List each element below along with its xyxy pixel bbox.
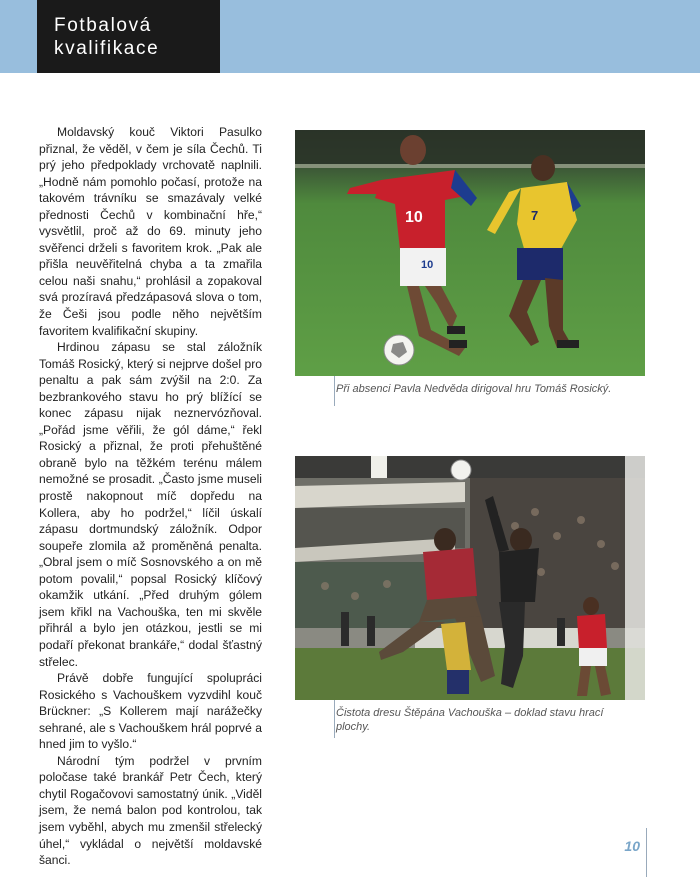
shorts-number-red: 10 <box>421 259 434 271</box>
jersey-number-yellow: 7 <box>531 208 539 223</box>
football <box>384 335 414 365</box>
photo-caption: Při absenci Pavla Nedvěda dirigoval hru Tomáš Rosický. <box>336 383 612 395</box>
chapter-title <box>54 14 159 60</box>
paragraph: Hrdinou zápasu se stal záložník Tomáš Rosický, který si nejprve došel pro penaltu a pak sám zvýšil na 2:0. Za bezbrankového stavu ho prý blížící se konec zápasu nijak neznervózňoval. „Pořád jsme věřili, že gól dáme,“ řekl Rosický a přiznal, že proti přehuštěné obraně bylo na těžkém terénu málem nemožné se prosadit. „Často jsme museli prostě nakopnout míč dopředu na Kollera, aby ho podržel,“ líčil úskalí zápasu dortmundský záložník. Odpor soupeře zlomila až proměněná penalta. „Obral jsem o míč Sosnovského a on mě potom povalil,“ popsal Rosický klíčový okamžik utkání. „Před druhým gólem jsem křikl na Vachouška, ten mi skvěle přihrál a bylo jen otázkou, jestli se mi podaří překonat brankáře,“ dodal šťastný střelec. <box>39 340 262 669</box>
jersey-number-red: 10 <box>405 209 423 226</box>
caption-rule <box>334 700 335 738</box>
photo-rosicky-duel <box>295 130 645 376</box>
paragraph: Moldavský kouč Viktori Pasulko přiznal, že věděl, v čem je síla Čechů. Ti prý jeho předpoklady vrchovatě naplnili. „Hodně nám pomohlo počasí, protože na takovém trávníku se smazávaly velké přednosti Čechů v kombinační hře,“ vysvětlil, proč až do 69. minuty jeho svěřenci drželi s favoritem krok. „Pak ale přišla neuvěřitelná chyba a ta zmařila celou naši snahu,“ prohlásil a zopakoval svá prozíravá předzápasová slova o tom, že Češi jsou podle něho největším favoritem kvalifikační skupiny. <box>39 125 262 338</box>
article-body <box>39 124 262 869</box>
paragraph: Právě dobře fungující spolupráci Rosického s Vachouškem vyzvdihl kouč Brückner: „S Kollerem mají narážečky sehrané, ale s Vachouškem hrál poprvé a hned jim to vyšlo.“ <box>39 671 262 752</box>
chapter-title-line-2: kvalifikace <box>54 38 160 59</box>
football <box>451 460 471 480</box>
photo-caption: Čistota dresu Štěpána Vachouška – doklad stavu hrací plochy. <box>336 707 604 733</box>
page-number: 10 <box>624 838 640 854</box>
paragraph: Národní tým podržel v prvním poločase také brankář Petr Čech, který chytil Rogačovovi samostatný únik. „Viděl jsem, že nemá balon pod kontrolou, tak jsem vyběhl, abych mu zmenšil střelecký úhel,“ vykládal o největší moldavské šanci. <box>39 753 262 868</box>
photo-vachousek-duel <box>295 456 645 700</box>
caption-rule <box>334 376 335 406</box>
chapter-title-line-1: Fotbalová <box>54 15 152 36</box>
page-number-rule <box>646 828 647 877</box>
